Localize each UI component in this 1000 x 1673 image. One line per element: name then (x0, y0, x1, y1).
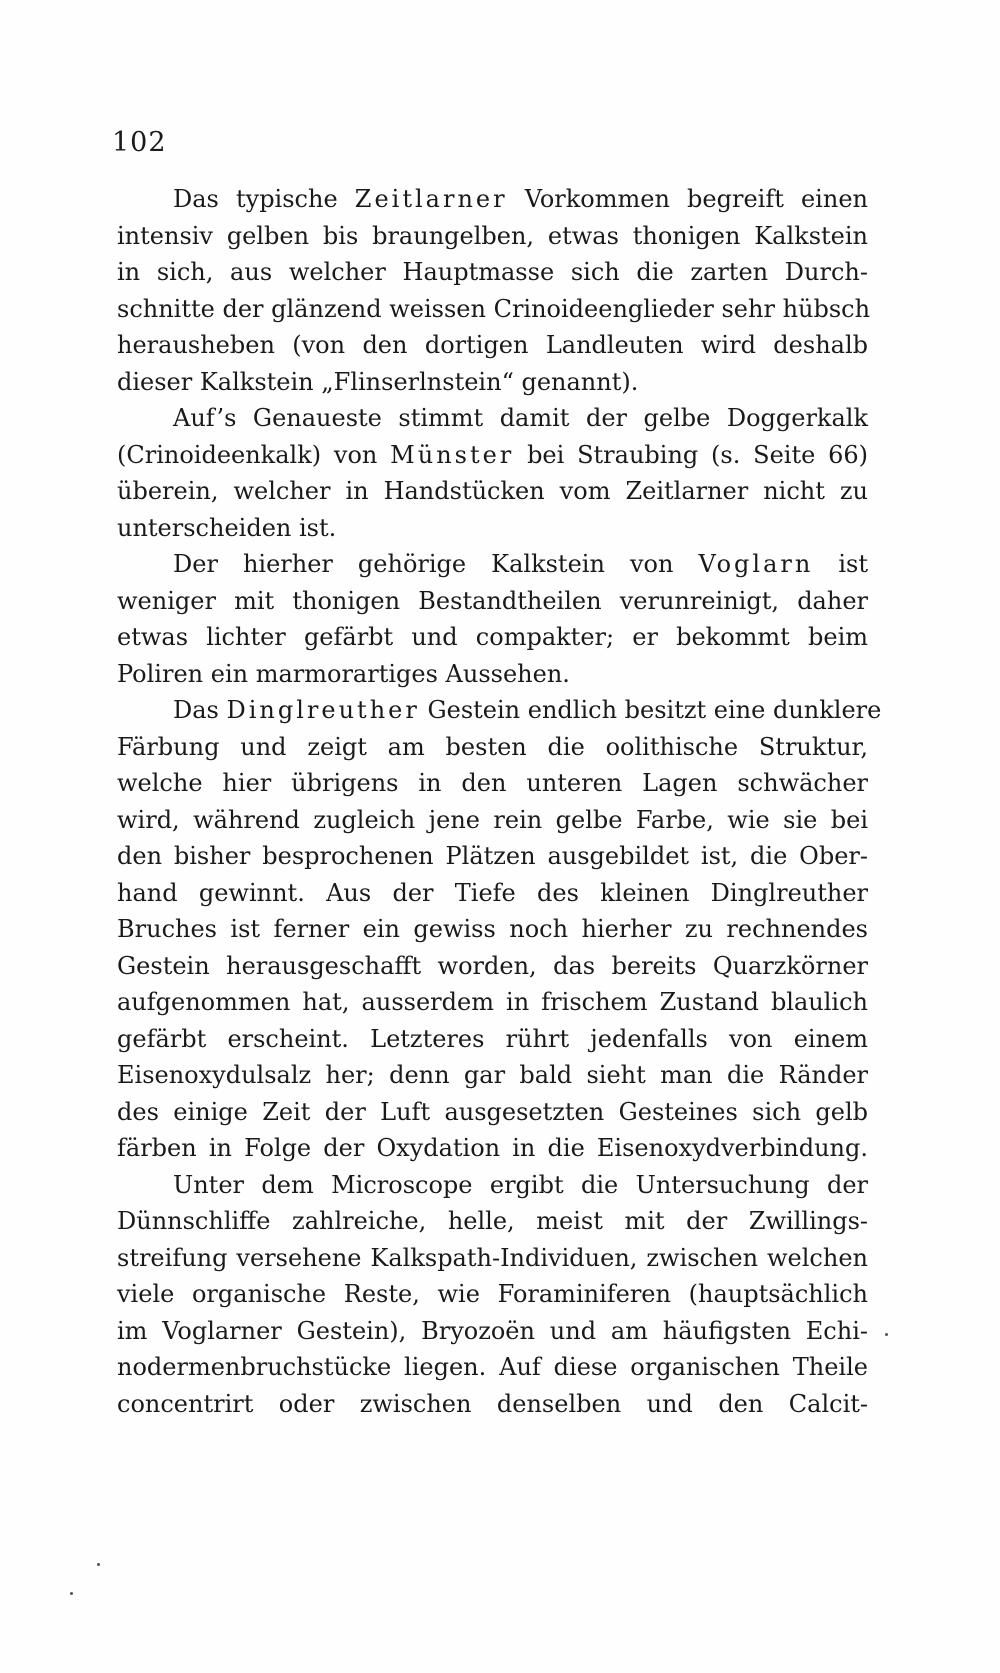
text-run: in sich, aus welcher Hauptmasse sich die zarten Durch- (117, 258, 868, 286)
text-line (117, 619, 868, 656)
text-line (117, 510, 868, 547)
text-run: unterscheiden ist. (117, 513, 337, 542)
text-line (117, 473, 868, 510)
text-line (117, 765, 868, 802)
text-line (117, 1021, 868, 1058)
place-name-spaced: Münster (390, 440, 515, 469)
text-line (117, 911, 868, 948)
text-line (117, 948, 868, 985)
text-run: ist (813, 550, 869, 578)
text-run: weniger mit thonigen Bestandtheilen verunreinigt, daher (117, 586, 868, 615)
text-run: viele organische Reste, wie Foraminiferen (hauptsächlich (117, 1280, 868, 1308)
place-name-spaced: Voglarn (698, 550, 814, 578)
text-run: überein, welcher in Handstücken vom Zeitlarner nicht zu (117, 477, 868, 505)
text-line (117, 181, 868, 218)
text-run: dieser Kalkstein „Flinserlnstein“ genannt). (117, 367, 639, 396)
text-run: schnitte der glänzend weissen Crinoideenglieder sehr hübsch (117, 294, 871, 323)
text-run: concentrirt oder zwischen denselben und den Calcit- (117, 1389, 868, 1418)
text-line (117, 656, 868, 693)
text-line (117, 875, 868, 912)
text-line (117, 1203, 868, 1240)
place-name-spaced: Zeitlarner (354, 185, 508, 213)
text-run: färben in Folge der Oxydation in die Eisenoxydverbindung. (117, 1134, 868, 1162)
body-text (117, 181, 882, 1422)
text-run: aufgenommen hat, ausserdem in frischem Zustand blaulich (117, 988, 868, 1016)
text-run: Dünnschliffe zahlreiche, helle, meist mit der Zwillings- (117, 1207, 868, 1235)
text-line (117, 364, 868, 401)
page-number: 102 (112, 127, 167, 158)
text-line (117, 437, 868, 474)
text-line (117, 692, 882, 729)
text-run: bei Straubing (s. Seite 66) (514, 440, 869, 469)
speck-mark (70, 1592, 73, 1595)
text-run: Der hierher gehörige Kalkstein von (173, 550, 699, 578)
text-run: Auf’s Genaueste stimmt damit der gelbe Doggerkalk (173, 404, 868, 432)
text-line (117, 729, 868, 766)
text-run: Poliren ein marmorartiges Aussehen. (117, 659, 570, 688)
text-line (117, 838, 868, 875)
text-line (117, 218, 868, 255)
text-run: etwas lichter gefärbt und compakter; er bekommt beim (117, 623, 868, 651)
text-run: Färbung und zeigt am besten die oolithische Struktur, (117, 732, 868, 761)
text-run: herausheben (von den dortigen Landleuten wird deshalb (117, 331, 868, 359)
text-run: Unter dem Microscope ergibt die Untersuchung der (173, 1170, 868, 1199)
text-run: den bisher besprochenen Plätzen ausgebildet ist, die Ober- (117, 842, 868, 870)
text-run: streifung versehene Kalkspath-Individuen, zwischen welchen (117, 1243, 868, 1272)
text-run: Gestein herausgeschafft worden, das bereits Quarzkörner (117, 951, 868, 980)
text-line (117, 1349, 868, 1386)
text-run: welche hier übrigens in den unteren Lagen schwächer (117, 769, 868, 797)
text-run: des einige Zeit der Luft ausgesetzten Gesteines sich gelb (117, 1097, 868, 1126)
text-line (117, 1386, 868, 1423)
text-line (117, 802, 868, 839)
text-line (117, 254, 868, 291)
text-line (117, 327, 868, 364)
text-line (117, 1167, 868, 1204)
text-run: Gestein endlich besitzt eine dunklere (419, 696, 882, 724)
text-run: im Voglarner Gestein), Bryozoën und am häufigsten Echi- (117, 1316, 868, 1345)
text-line (117, 1094, 868, 1131)
text-line (117, 1130, 868, 1167)
text-line (117, 1276, 868, 1313)
text-run: Das (173, 696, 227, 724)
place-name-spaced: Dinglreuther (226, 696, 420, 724)
text-line (117, 583, 868, 620)
speck-mark (885, 1333, 888, 1336)
text-run: intensiv gelben bis braungelben, etwas thonigen Kalkstein (117, 221, 868, 250)
text-run: Vorkommen begreift einen (507, 185, 868, 213)
text-line (117, 984, 868, 1021)
speck-mark (97, 1563, 100, 1566)
text-run: nodermenbruchstücke liegen. Auf diese organischen Theile (117, 1353, 868, 1381)
text-line (117, 1240, 868, 1277)
text-run: Das typische (173, 185, 355, 213)
text-run: Eisenoxydulsalz her; denn gar bald sieht man die Ränder (117, 1061, 868, 1089)
text-line (117, 1057, 868, 1094)
text-run: Bruches ist ferner ein gewiss noch hierher zu rechnendes (117, 915, 868, 943)
text-run: wird, während zugleich jene rein gelbe Farbe, wie sie bei (117, 805, 868, 834)
text-run: (Crinoideenkalk) von (117, 440, 391, 469)
text-run: gefärbt erscheint. Letzteres rührt jedenfalls von einem (117, 1024, 868, 1053)
text-run: hand gewinnt. Aus der Tiefe des kleinen Dinglreuther (117, 878, 868, 907)
text-line (117, 1313, 868, 1350)
text-line (117, 400, 868, 437)
text-line (117, 291, 871, 328)
text-line (117, 546, 868, 583)
